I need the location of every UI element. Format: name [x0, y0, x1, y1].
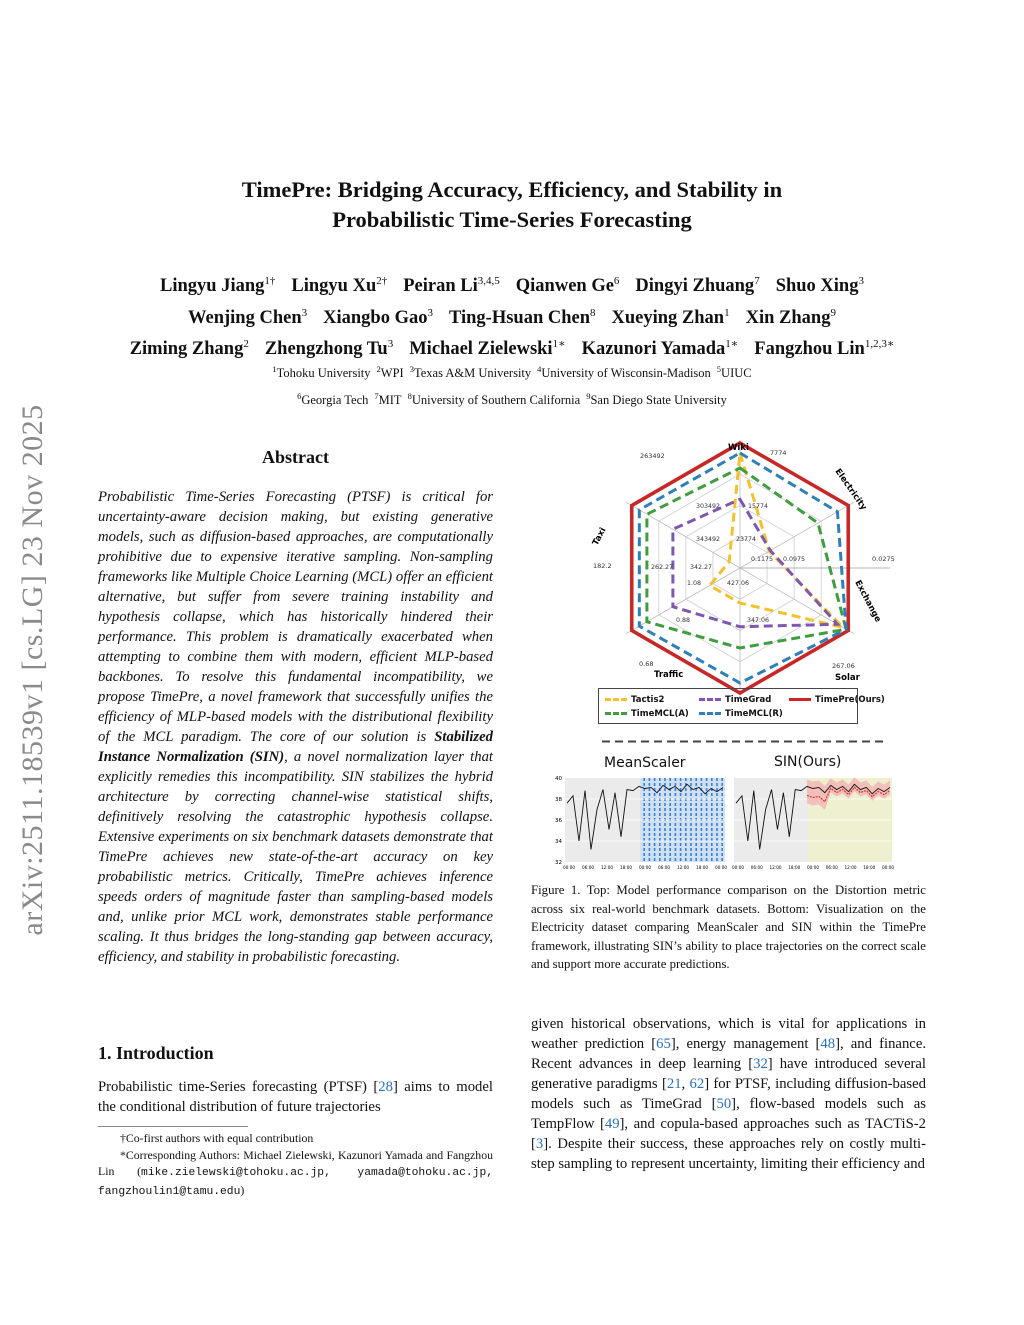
figure-separator [602, 740, 887, 743]
legend-label: Tactis2 [631, 695, 665, 705]
affiliation-mark: 2 [376, 364, 381, 374]
radar-ring-label: 427.06 [727, 580, 750, 587]
radar-ring-label: 1.08 [687, 580, 702, 587]
author-name: Kazunori Yamada [581, 339, 726, 360]
plot-xtick: 06:00 [657, 865, 671, 870]
radar-ring-label: 0.88 [676, 617, 691, 624]
citation-link[interactable]: 50 [716, 1096, 732, 1112]
citation-link[interactable]: 28 [378, 1079, 393, 1095]
body-text: ], and finance. Recent advances in deep learning [ [531, 1036, 927, 1072]
author [776, 276, 864, 296]
plot-xtick: 18:00 [863, 865, 876, 870]
radar-tick-label: 7774 [770, 449, 787, 457]
affiliation [717, 366, 752, 380]
plot-xtick: 00:00 [638, 865, 652, 870]
legend-label: TimeMCL(R) [725, 709, 783, 719]
figure-caption: Figure 1. Top: Model performance comparison on the Distortion metric across six real-world benchmark datasets. Bottom: Visualization on the Electricity dataset comparing MeanScaler and SIN within the TimePre framework, illustrating SIN’s ability to place trajectories on the correct scale and support more accurate predictions. [531, 883, 926, 971]
author-name: Xueying Zhan [611, 307, 725, 328]
author-affiliation-mark: 1 [724, 306, 730, 319]
author [403, 276, 500, 296]
author [516, 276, 620, 296]
radar-ring-label: 0.1175 [751, 556, 774, 563]
legend-swatch [789, 698, 811, 701]
body-text: ], and copula-based approaches such as TACTiS-2 [ [531, 1116, 926, 1152]
affiliation-name: University of Wisconsin-Madison [541, 366, 711, 381]
body-text: , [681, 1076, 690, 1092]
legend-swatch [699, 698, 721, 701]
affiliation [586, 393, 727, 407]
author-name: Lingyu Xu [291, 276, 377, 297]
radar-ring-label: 23774 [736, 536, 757, 543]
plot-xtick: 18:00 [788, 865, 801, 870]
author-affiliation-mark: 3,4,5 [477, 275, 500, 287]
title-line-1: TimePre: Bridging Accuracy, Efficiency, and Stability in [241, 177, 783, 202]
affiliation [537, 366, 711, 380]
radar-tick-label: 267.06 [832, 662, 855, 670]
author [291, 276, 387, 296]
legend-item [699, 709, 783, 719]
affiliation [410, 366, 531, 380]
author-list [92, 268, 932, 363]
author-name: Lingyu Jiang [160, 276, 265, 297]
radar-ring-label: 343492 [696, 536, 721, 543]
author-affiliation-mark: 1† [264, 275, 276, 287]
author [612, 308, 730, 328]
radar-ring-label: 15774 [748, 503, 769, 510]
author-affiliation-mark: 6 [613, 275, 620, 287]
radar-axis-label: Traffic [654, 670, 684, 680]
panel-title-sin: SIN(Ours) [774, 754, 842, 770]
plot-xtick: 00:00 [714, 865, 728, 870]
affiliation-list [150, 358, 874, 412]
intro-text: Probabilistic time-Series forecasting (PTSF) [ [98, 1079, 379, 1095]
footnote-text: ) [240, 1182, 245, 1197]
author [130, 339, 249, 359]
plot-xtick: 00:00 [562, 865, 576, 870]
footnote-emails[interactable]: mike.zielewski@tohoku.ac.jp, yamada@tohoku.ac.jp, fangzhoulin1@tamu.edu [98, 1167, 494, 1198]
author-name: Shuo Xing [775, 276, 859, 297]
affiliation-mark: 1 [272, 364, 277, 374]
affiliation [377, 366, 404, 380]
affiliation-mark: 5 [716, 364, 722, 374]
body-text: ] have introduced several generative paradigms [ [531, 1056, 927, 1092]
legend-item [789, 695, 885, 705]
radar-ring-label: 347.06 [747, 617, 770, 624]
radar-ring-label: 0.0975 [783, 556, 806, 563]
author [160, 276, 275, 296]
body-text: ], energy management [ [670, 1036, 821, 1052]
plot-xtick: 12:00 [676, 865, 690, 870]
author-affiliation-mark: 3 [858, 275, 864, 287]
legend-label: TimeMCL(A) [631, 709, 689, 719]
title-line-2: Probabilistic Time-Series Forecasting [332, 207, 692, 232]
affiliation-mark: 4 [537, 364, 542, 374]
legend-label: TimeGrad [725, 695, 772, 705]
plot-xtick: 12:00 [600, 865, 614, 870]
affiliation-line [150, 385, 874, 412]
affiliation-mark: 8 [407, 391, 412, 402]
affiliation-name: Georgia Tech [301, 393, 369, 408]
affiliation-name: University of Southern California [411, 393, 581, 408]
affiliation-mark: 7 [374, 391, 379, 402]
affiliation-name: MIT [378, 393, 402, 408]
author [449, 308, 596, 328]
footnote-rule [98, 1126, 248, 1127]
plot-xtick: 00:00 [881, 865, 895, 870]
author-name: Wenjing Chen [188, 307, 302, 328]
author-affiliation-mark: 2 [243, 338, 249, 351]
body-text: ]. Despite their success, these approaches rely on costly multi-step sampling to represent uncertainty, limiting their efficiency and [531, 1136, 926, 1172]
plot-xtick: 12:00 [769, 865, 782, 870]
author-affiliation-mark: 1,2,3∗ [864, 338, 895, 351]
intro-paragraph [98, 1077, 493, 1117]
citation-link[interactable]: 3 [535, 1136, 544, 1152]
author [746, 308, 836, 328]
author-affiliation-mark: 3 [387, 338, 394, 351]
radar-axis-label: Exchange [852, 578, 883, 625]
affiliation [297, 393, 368, 407]
radar-legend [598, 688, 885, 724]
author-line [92, 268, 932, 300]
radar-tick-label: 263492 [640, 452, 665, 460]
footnotes [98, 1130, 493, 1200]
legend-item [605, 709, 689, 719]
body-text: ], flow-based models such as TempFlow [ [531, 1096, 926, 1132]
radar-tick-label: 0.68 [639, 660, 654, 668]
radar-ring-label: 303492 [696, 503, 721, 510]
section-heading-introduction: 1. Introduction [98, 1043, 214, 1063]
legend-item [699, 695, 771, 705]
author-name: Xin Zhang [745, 307, 831, 328]
author-affiliation-mark: 7 [754, 275, 760, 287]
intro-paragraph-continued [531, 1014, 926, 1174]
plot-ytick: 36 [555, 818, 562, 824]
radar-axis-label: Solar [835, 673, 860, 683]
citation-link[interactable]: 32 [753, 1056, 768, 1072]
author-affiliation-mark: 8 [590, 306, 596, 319]
author-affiliation-mark: 3 [301, 306, 308, 319]
arxiv-watermark [8, 370, 58, 970]
citation-link[interactable]: 48 [820, 1036, 836, 1052]
author-name: Zhengzhong Tu [264, 339, 388, 360]
author-name: Michael Zielewski [409, 339, 553, 360]
radar-tick-label: 0.0275 [872, 555, 895, 563]
affiliation-name: Texas A&M University [413, 366, 532, 381]
author [409, 339, 565, 359]
affiliation [408, 393, 581, 407]
author [635, 276, 759, 296]
author [754, 339, 894, 359]
affiliation-name: WPI [380, 366, 404, 381]
author-line [92, 300, 932, 332]
radar-spoke [626, 502, 740, 568]
plot-xtick: 06:00 [750, 865, 763, 870]
author-name: Xiangbo Gao [323, 307, 428, 328]
author-affiliation-mark: 3 [427, 306, 433, 319]
author-affiliation-mark: 2† [376, 275, 388, 287]
plot-ytick: 40 [555, 776, 562, 782]
radar-ring-label: 342.27 [690, 564, 713, 571]
radar-ring-label: 262.27 [651, 564, 674, 571]
author-affiliation-mark: 9 [830, 306, 836, 319]
abstract-bold: Stabilized Instance Normalization (SIN) [98, 729, 493, 765]
intro-text: ] aims to model the conditional distribution of future trajectories [98, 1079, 493, 1115]
affiliation [272, 366, 370, 380]
author-name: Dingyi Zhuang [635, 276, 755, 297]
footnote-text: *Corresponding Authors: Michael Zielewski, Kazunori Yamada and Fangzhou Lin ( [98, 1147, 493, 1178]
footnote-co-first: †Co-first authors with equal contribution [120, 1131, 314, 1145]
plot-xtick: 06:00 [825, 865, 838, 870]
plot-xtick: 00:00 [806, 865, 820, 870]
legend-label: TimePre(Ours) [815, 695, 885, 705]
affiliation-mark: 3 [409, 364, 414, 374]
author-affiliation-mark: 1∗ [725, 338, 739, 351]
author [582, 339, 739, 359]
body-text: ] for PTSF, including diffusion-based models such as TimeGrad [ [531, 1076, 926, 1112]
citation-link[interactable]: 65 [656, 1036, 671, 1052]
legend-swatch [605, 712, 627, 715]
author-name: Qianwen Ge [515, 276, 614, 297]
author [188, 308, 307, 328]
abstract-body [98, 487, 493, 967]
author-name: Fangzhou Lin [754, 339, 865, 360]
radar-axis-label: Wiki [728, 443, 749, 453]
arxiv-id: arXiv:2511.18539v1 [cs.LG] 23 Nov 2025 [16, 404, 49, 936]
affiliation-line [150, 358, 874, 385]
affiliation-name: San Diego State University [590, 393, 727, 408]
plot-ytick: 38 [555, 797, 562, 803]
paper-title [150, 175, 874, 235]
plot-xtick: 18:00 [695, 865, 709, 870]
abstract-text-1: Probabilistic Time-Series Forecasting (PTSF) is critical for uncertainty-aware decision making, but existing generative models, such as diffusion-based approaches, are computationally prohibitive due to expensive iterative sampling. Non-sampling frameworks like Multiple Choice Learning (MCL) offer an efficient alternative, but suffer from severe training instability and hypothesis collapse, which has historically hindered their performance. This problem is dramatically exacerbated when attempting to combine them with modern, efficient MLP-based backbones. To resolve this fundamental incompatibility, we propose TimePre, a novel framework that successfully unifies the efficiency of MLP-based models with the distributional flexibility of the MCL paradigm. The core of our solution is [98, 489, 493, 745]
affiliation-mark: 6 [297, 391, 302, 402]
radar-tick-label: 182.2 [593, 562, 612, 570]
author [323, 308, 433, 328]
legend-item [605, 695, 664, 705]
footnote-corresponding [98, 1147, 493, 1201]
legend-swatch [699, 712, 721, 715]
line-plot-sin [730, 772, 895, 872]
plot-ytick: 32 [555, 860, 562, 866]
affiliation-mark: 9 [586, 391, 591, 402]
author-name: Peiran Li [403, 276, 478, 297]
panel-title-meanscaler: MeanScaler [604, 755, 686, 771]
citation-link[interactable]: 49 [604, 1116, 620, 1132]
legend-swatch [605, 698, 627, 701]
plot-xtick: 06:00 [581, 865, 595, 870]
author-name: Ziming Zhang [129, 339, 244, 360]
line-plot-meanscaler [553, 772, 728, 872]
citation-link[interactable]: 62 [689, 1076, 705, 1092]
body-text: given historical observations, which is vital for applications in weather prediction [ [531, 1016, 926, 1052]
affiliation-name: Tohoku University [276, 366, 371, 381]
author-name: Ting-Hsuan Chen [448, 307, 591, 328]
plot-xtick: 18:00 [619, 865, 633, 870]
plot-xtick: 12:00 [844, 865, 857, 870]
radar-axis-label: Electricity [832, 466, 869, 513]
radar-axis-label: Taxi [590, 526, 609, 548]
abstract-text-2: , a novel normalization layer that explicitly remedies this incompatibility. SIN stabilizes the hybrid architecture by correcting channel-wise statistical shifts, definitively resolving the catastrophic hypothesis collapse. Extensive experiments on six benchmark datasets demonstrate that TimePre achieves new state-of-the-art accuracy on key probabilistic metrics. Critically, TimePre achieves inference speeds orders of magnitude faster than sampling-based models and, unlike prior MCL work, demonstrates stable performance scaling. It thus bridges the long-standing gap between accuracy, efficiency, and stability in probabilistic forecasting. [98, 749, 493, 965]
radar-chart [585, 440, 895, 726]
plot-ytick: 34 [555, 839, 562, 845]
affiliation-name: UIUC [721, 366, 752, 381]
author [265, 339, 393, 359]
abstract-heading: Abstract [262, 447, 329, 467]
author-affiliation-mark: 1∗ [552, 338, 566, 351]
affiliation [374, 393, 401, 407]
citation-link[interactable]: 21 [666, 1076, 682, 1092]
plot-xtick: 00:00 [731, 865, 745, 870]
